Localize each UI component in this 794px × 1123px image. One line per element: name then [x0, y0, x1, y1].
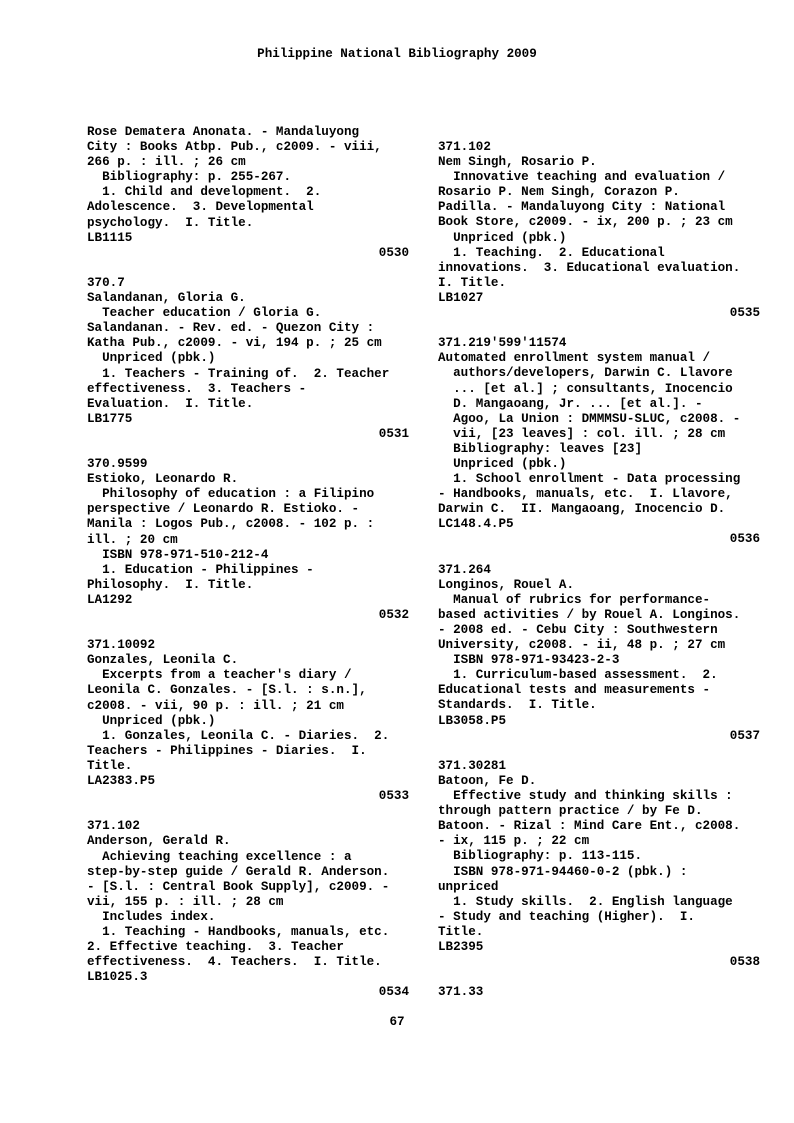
entry-line: Adolescence. 3. Developmental [87, 200, 314, 215]
entry-line: psychology. I. Title. [87, 215, 254, 230]
entry-line: Achieving teaching excellence : a [87, 849, 352, 864]
bibliography-entry [87, 638, 409, 819]
entry-spacer [438, 970, 760, 985]
entry-line: Longinos, Rouel A. [438, 577, 575, 592]
entry-number: 0536 [729, 532, 760, 547]
bibliography-entry [87, 819, 409, 1015]
bibliography-entry [438, 985, 760, 1000]
bibliography-entry [438, 759, 760, 985]
entry-line: Batoon. - Rizal : Mind Care Ent., c2008. [438, 819, 741, 834]
entry-line: Unpriced (pbk.) [438, 456, 567, 471]
entry-line: ISBN 978-971-93423-2-3 [438, 653, 620, 668]
entry-line: Estioko, Leonardo R. [87, 472, 239, 487]
entry-line: 266 p. : ill. ; 26 cm [87, 155, 246, 170]
right-column [438, 140, 760, 1000]
bibliography-entry [87, 276, 409, 457]
entry-line: 1. Teaching. 2. Educational [438, 245, 665, 260]
entry-line: 370.7 [87, 275, 125, 290]
entry-line: Unpriced (pbk.) [87, 351, 216, 366]
entry-line: 1. Teachers - Training of. 2. Teacher [87, 366, 390, 381]
entry-line: authors/developers, Darwin C. Llavore [438, 366, 733, 381]
entry-spacer [87, 804, 409, 819]
bibliography-entry [87, 125, 409, 276]
entry-line: ill. ; 20 cm [87, 532, 178, 547]
entry-line: Manual of rubrics for performance- [438, 592, 711, 607]
entry-line: LB1775 [87, 411, 133, 426]
entry-line: ISBN 978-971-94460-0-2 (pbk.) : [438, 864, 688, 879]
entry-line: 371.10092 [87, 638, 156, 653]
entry-line: LB1027 [438, 290, 484, 305]
entry-number: 0532 [378, 608, 409, 622]
entry-line: 371.102 [87, 819, 140, 834]
entry-line: - ix, 115 p. ; 22 cm [438, 834, 590, 849]
entry-line: - Handbooks, manuals, etc. I. Llavore, [438, 487, 733, 502]
entry-line: Leonila C. Gonzales. - [S.l. : s.n.], [87, 683, 367, 698]
entry-line: Bibliography: p. 113-115. [438, 849, 643, 864]
entry-spacer [87, 623, 409, 638]
bibliography-entry [438, 140, 760, 336]
entry-line: Philosophy of education : a Filipino [87, 487, 375, 502]
entry-line: 371.264 [438, 562, 491, 577]
entry-line: I. Title. [438, 275, 507, 290]
entry-spacer [438, 548, 760, 563]
entry-line: 2. Effective teaching. 3. Teacher [87, 940, 344, 955]
entry-line: 1. Child and development. 2. [87, 185, 322, 200]
entry-number: 0537 [729, 728, 760, 743]
entry-line: Teachers - Philippines - Diaries. I. [87, 743, 367, 758]
entry-line: Excerpts from a teacher's diary / [87, 668, 352, 683]
entry-line: Educational tests and measurements - [438, 683, 711, 698]
entry-line: University, c2008. - ii, 48 p. ; 27 cm [438, 638, 726, 653]
entry-line: Unpriced (pbk.) [87, 713, 216, 728]
entry-line: Effective study and thinking skills : [438, 789, 733, 804]
entry-line: 1. Gonzales, Leonila C. - Diaries. 2. [87, 728, 390, 743]
bibliography-entry [438, 336, 760, 562]
entry-number: 0538 [729, 955, 760, 970]
entry-line: effectiveness. 3. Teachers - [87, 381, 307, 396]
entry-line: Rosario P. Nem Singh, Corazon P. [438, 185, 680, 200]
entry-line: 371.33 [438, 985, 484, 1000]
entry-line: 1. Teaching - Handbooks, manuals, etc. [87, 924, 390, 939]
entry-line: Manila : Logos Pub., c2008. - 102 p. : [87, 517, 375, 532]
entry-line: Darwin C. II. Mangaoang, Inocencio D. [438, 502, 726, 517]
entry-line: Katha Pub., c2009. - vi, 194 p. ; 25 cm [87, 336, 382, 351]
entry-line: vii, [23 leaves] : col. ill. ; 28 cm [438, 426, 726, 441]
entry-number: 0530 [378, 245, 409, 260]
entry-line: 1. Study skills. 2. English language [438, 894, 733, 909]
entry-line: 1. Curriculum-based assessment. 2. [438, 668, 718, 683]
entry-line: Anderson, Gerald R. [87, 834, 231, 849]
entry-line: unpriced [438, 879, 499, 894]
left-column [87, 125, 409, 1016]
entry-line: 371.102 [438, 140, 491, 154]
entry-line: Gonzales, Leonila C. [87, 653, 239, 668]
entry-line: ISBN 978-971-510-212-4 [87, 547, 269, 562]
entry-line: Bibliography: leaves [23] [438, 441, 643, 456]
entry-line: LB3058.P5 [438, 713, 507, 728]
entry-line: LA1292 [87, 592, 133, 607]
entry-line: Book Store, c2009. - ix, 200 p. ; 23 cm [438, 215, 733, 230]
page-number: 67 [389, 1015, 405, 1029]
entry-line: Nem Singh, Rosario P. [438, 155, 597, 170]
entry-line: Agoo, La Union : DMMMSU-SLUC, c2008. - [438, 411, 741, 426]
entry-line: City : Books Atbp. Pub., c2009. - viii, [87, 140, 382, 155]
entry-line: - [S.l. : Central Book Supply], c2009. - [87, 879, 390, 894]
entry-line: Batoon, Fe D. [438, 773, 537, 788]
entry-spacer [87, 1000, 409, 1015]
entry-line: Salandanan. - Rev. ed. - Quezon City : [87, 321, 375, 336]
entry-line: innovations. 3. Educational evaluation. [438, 260, 741, 275]
entry-spacer [87, 442, 409, 457]
entry-line: c2008. - vii, 90 p. : ill. ; 21 cm [87, 698, 344, 713]
entry-line: LB1025.3 [87, 970, 148, 985]
entry-line: Includes index. [87, 909, 216, 924]
entry-line: 370.9599 [87, 457, 148, 472]
entry-line: Innovative teaching and evaluation / [438, 170, 726, 185]
entry-line: Title. [438, 924, 484, 939]
entry-line: LC148.4.P5 [438, 517, 514, 532]
entry-line: Unpriced (pbk.) [438, 230, 567, 245]
entry-line: 1. Education - Philippines - [87, 562, 314, 577]
entry-line: Rose Dematera Anonata. - Mandaluyong [87, 125, 360, 139]
entry-line: effectiveness. 4. Teachers. I. Title. [87, 955, 382, 970]
entry-line: ... [et al.] ; consultants, Inocencio [438, 381, 733, 396]
entry-line: vii, 155 p. : ill. ; 28 cm [87, 894, 284, 909]
entry-line: Automated enrollment system manual / [438, 351, 711, 366]
entry-line: - Study and teaching (Higher). I. [438, 909, 695, 924]
bibliography-entry [87, 457, 409, 638]
entry-line: Philosophy. I. Title. [87, 577, 254, 592]
bibliography-entry [438, 563, 760, 759]
entry-line: 371.219'599'11574 [438, 336, 567, 351]
entry-line: based activities / by Rouel A. Longinos. [438, 607, 741, 622]
entry-line: 1. School enrollment - Data processing [438, 472, 741, 487]
entry-spacer [438, 321, 760, 336]
entry-line: 371.30281 [438, 758, 507, 773]
entry-number: 0535 [729, 306, 760, 321]
entry-line: LB2395 [438, 939, 484, 954]
entry-line: D. Mangaoang, Jr. ... [et al.]. - [438, 396, 703, 411]
entry-line: Title. [87, 758, 133, 773]
entry-line: perspective / Leonardo R. Estioko. - [87, 502, 360, 517]
entry-line: - 2008 ed. - Cebu City : Southwestern [438, 623, 718, 637]
entry-line: LB1115 [87, 230, 133, 245]
entry-line: Salandanan, Gloria G. [87, 291, 246, 306]
entry-line: step-by-step guide / Gerald R. Anderson. [87, 864, 390, 879]
entry-number: 0533 [378, 789, 409, 804]
entry-number: 0534 [378, 985, 409, 1000]
entry-line: Teacher education / Gloria G. [87, 306, 322, 321]
entry-line: Bibliography: p. 255-267. [87, 170, 292, 185]
entry-line: through pattern practice / by Fe D. [438, 804, 703, 819]
entry-number: 0531 [378, 426, 409, 441]
entry-line: LA2383.P5 [87, 774, 156, 789]
entry-line: Padilla. - Mandaluyong City : National [438, 200, 726, 215]
entry-line: Standards. I. Title. [438, 698, 597, 713]
entry-line: Evaluation. I. Title. [87, 396, 254, 411]
page-header: Philippine National Bibliography 2009 [257, 47, 537, 61]
entry-spacer [87, 261, 409, 276]
entry-spacer [438, 744, 760, 759]
